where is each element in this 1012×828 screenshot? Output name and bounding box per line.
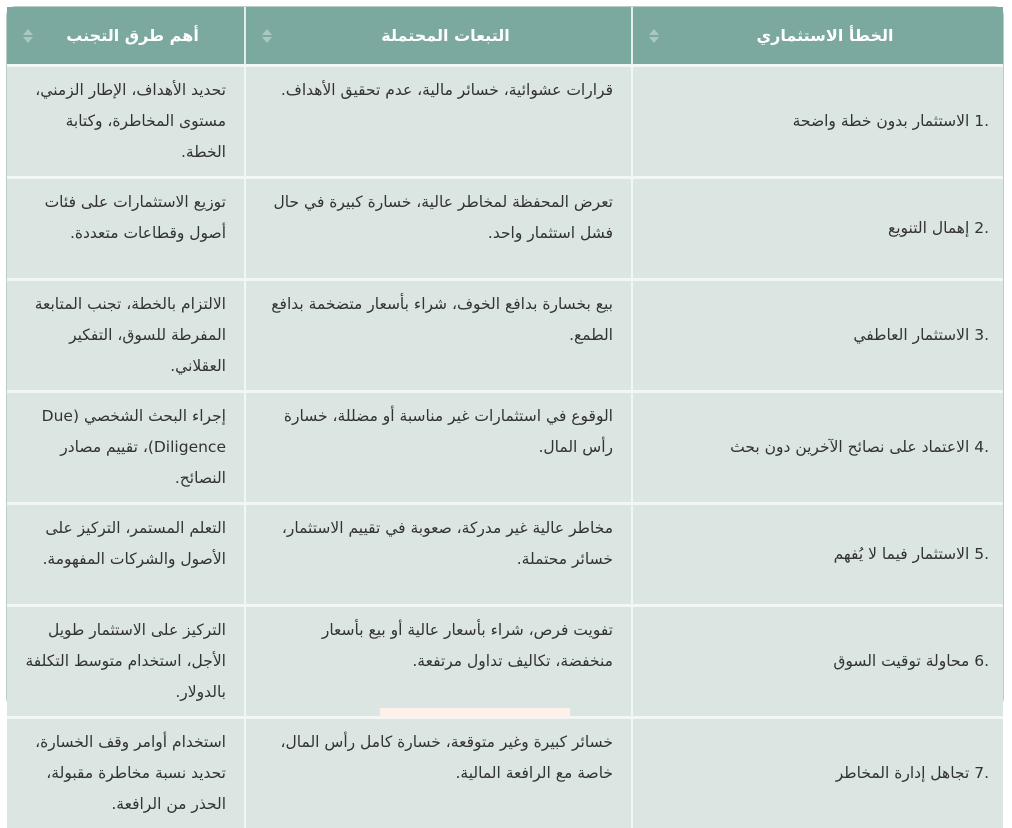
- table-row: [7, 392, 1003, 504]
- table-row: [7, 504, 1003, 606]
- cell-consequences: خسائر كبيرة وغير متوقعة، خسارة كامل رأس المال، خاصة مع الرافعة المالية.: [245, 718, 632, 828]
- sort-arrows-icon[interactable]: [21, 29, 35, 43]
- sort-arrows-icon[interactable]: [260, 29, 274, 43]
- table-header-row: [7, 7, 1003, 66]
- page-bottom-edge: [380, 708, 570, 717]
- cell-consequences: مخاطر عالية غير مدركة، صعوبة في تقييم الاستثمار، خسائر محتملة.: [245, 504, 632, 606]
- cell-avoid: توزيع الاستثمارات على فئات أصول وقطاعات متعددة.: [7, 178, 245, 280]
- header-mistake-label: الخطأ الاستثماري: [661, 26, 989, 45]
- header-avoid[interactable]: [7, 7, 245, 66]
- table-row: [7, 606, 1003, 718]
- sort-arrows-icon[interactable]: [647, 29, 661, 43]
- table-row: [7, 718, 1003, 828]
- cell-consequences: قرارات عشوائية، خسائر مالية، عدم تحقيق الأهداف.: [245, 66, 632, 178]
- cell-mistake: .5 الاستثمار فيما لا يُفهم: [632, 504, 1003, 606]
- investment-mistakes-table: [7, 7, 1003, 828]
- cell-consequences: تفويت فرص، شراء بأسعار عالية أو بيع بأسعار منخفضة، تكاليف تداول مرتفعة.: [245, 606, 632, 718]
- cell-mistake: .1 الاستثمار بدون خطة واضحة: [632, 66, 1003, 178]
- header-consequences[interactable]: [245, 7, 632, 66]
- cell-mistake: .7 تجاهل إدارة المخاطر: [632, 718, 1003, 828]
- cell-consequences: بيع بخسارة بدافع الخوف، شراء بأسعار متضخمة بدافع الطمع.: [245, 280, 632, 392]
- header-consequences-label: التبعات المحتملة: [274, 26, 617, 45]
- table-row: [7, 66, 1003, 178]
- cell-mistake: .4 الاعتماد على نصائح الآخرين دون بحث: [632, 392, 1003, 504]
- cell-avoid: التعلم المستمر، التركيز على الأصول والشركات المفهومة.: [7, 504, 245, 606]
- header-avoid-label: أهم طرق التجنب: [35, 26, 230, 45]
- cell-mistake: .2 إهمال التنويع: [632, 178, 1003, 280]
- cell-avoid: استخدام أوامر وقف الخسارة، تحديد نسبة مخاطرة مقبولة، الحذر من الرافعة.: [7, 718, 245, 828]
- cell-avoid: إجراء البحث الشخصي (Due Diligence)، تقييم مصادر النصائح.: [7, 392, 245, 504]
- table-row: [7, 280, 1003, 392]
- cell-avoid: التركيز على الاستثمار طويل الأجل، استخدام متوسط التكلفة بالدولار.: [7, 606, 245, 718]
- cell-mistake: .6 محاولة توقيت السوق: [632, 606, 1003, 718]
- cell-mistake: .3 الاستثمار العاطفي: [632, 280, 1003, 392]
- cell-avoid: الالتزام بالخطة، تجنب المتابعة المفرطة للسوق، التفكير العقلاني.: [7, 280, 245, 392]
- comparison-table-container: [6, 6, 1004, 708]
- cell-avoid: تحديد الأهداف، الإطار الزمني، مستوى المخاطرة، وكتابة الخطة.: [7, 66, 245, 178]
- table-row: [7, 178, 1003, 280]
- header-mistake[interactable]: [632, 7, 1003, 66]
- cell-consequences: الوقوع في استثمارات غير مناسبة أو مضللة، خسارة رأس المال.: [245, 392, 632, 504]
- cell-consequences: تعرض المحفظة لمخاطر عالية، خسارة كبيرة في حال فشل استثمار واحد.: [245, 178, 632, 280]
